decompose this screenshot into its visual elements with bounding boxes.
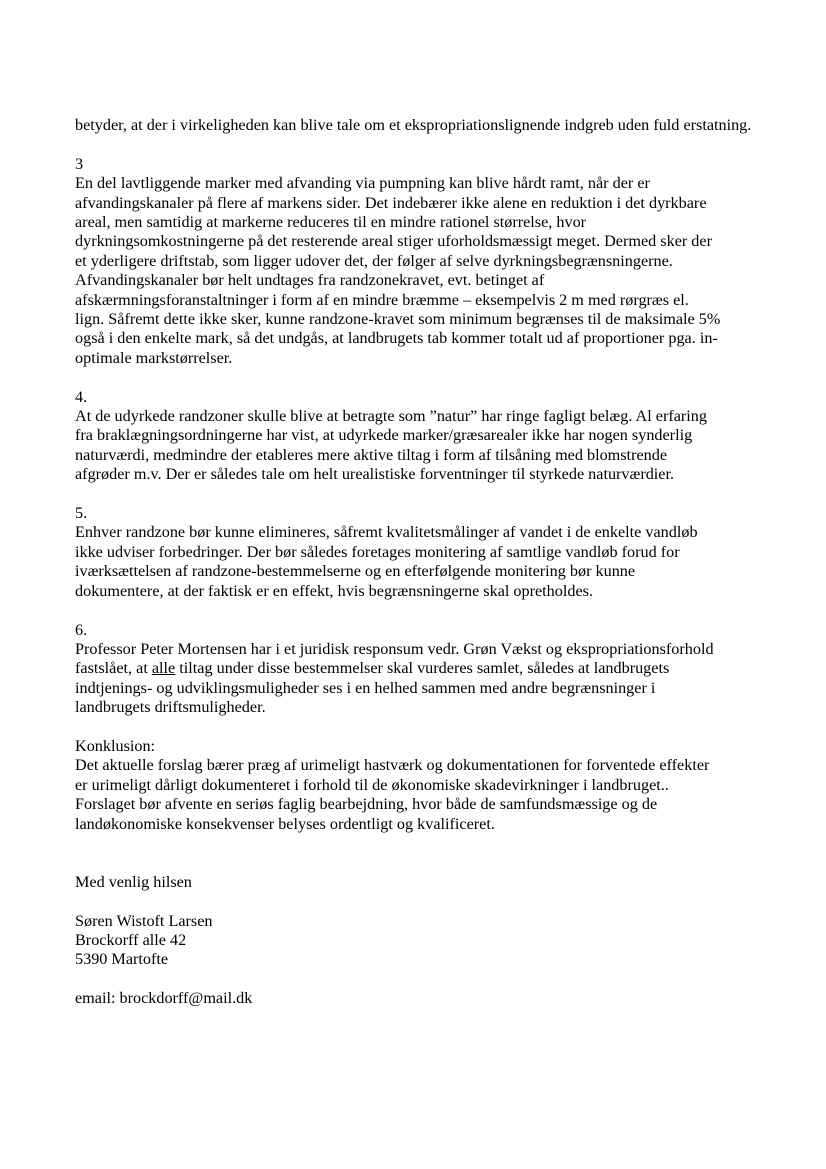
section-line: afvandingskanaler på flere af markens sider. Det indebærer ikke alene en reduktion i det dyrkbare <box>75 193 707 212</box>
spacer <box>75 892 775 911</box>
intro-paragraph: betyder, at der i virkeligheden kan blive tale om et ekspropriationslignende indgreb uden fuld erstatning. <box>75 116 752 134</box>
address-city: 5390 Martofte <box>75 950 169 969</box>
spacer <box>75 853 775 872</box>
closing-block <box>75 873 775 1009</box>
spacer <box>75 601 775 620</box>
spacer <box>75 368 775 387</box>
section-line: iværksættelsen af randzone-bestemmelserne og en efterfølgende monitering bør kunne <box>75 562 636 581</box>
closing-greeting: Med venlig hilsen <box>75 872 192 891</box>
section-line: ikke udviser forbedringer. Der bør således foretages monitering af samtlige vandløb forud for <box>75 542 680 561</box>
section-line: fra braklægningsordningerne har vist, at udyrkede marker/græsarealer ikke har nogen synderlig <box>75 426 693 445</box>
section-line: afskærmningsforanstaltninger i form af en mindre bræmme – eksempelvis 2 m med rørgræs el. <box>75 290 689 309</box>
letter-page <box>75 116 775 1009</box>
section-line: dokumentere, at der faktisk er en effekt, hvis begrænsningerne skal opretholdes. <box>75 581 593 600</box>
conclusion-line: er urimeligt dårligt dokumenteret i forhold til de økonomiske skadevirkninger i landbruget.. <box>75 775 669 794</box>
section-line: naturværdi, medmindre der etableres mere aktive tiltag i form af tilsåning med blomstrende <box>75 445 668 464</box>
section-number: 6. <box>75 620 88 639</box>
address-street: Brockorff alle 42 <box>75 930 187 949</box>
section-number: 3 <box>75 154 84 173</box>
section-line: lign. Såfremt dette ikke sker, kunne randzone-kravet som minimum begrænses til de maksimale 5% <box>75 310 721 329</box>
section-line: Professor Peter Mortensen har i et juridisk responsum vedr. Grøn Vækst og ekspropriationsforhold <box>75 639 714 658</box>
section-line: dyrkningsomkostningerne på det resterende areal stiger uforholdsmæssigt meget. Dermed sker der <box>75 232 712 251</box>
conclusion-line: Forslaget bør afvente en seriøs faglig bearbejdning, hvor både de samfundsmæssige og de <box>75 795 658 814</box>
line-text: fastslået, at <box>75 659 152 678</box>
section-4 <box>75 388 775 485</box>
section-line: optimale markstørrelser. <box>75 348 233 367</box>
conclusion-line: landøkonomiske konsekvenser belyses ordentligt og kvalificeret. <box>75 814 495 833</box>
spacer <box>75 834 775 853</box>
section-line: afgrøder m.v. Der er således tale om helt urealistiske forventninger til styrkede naturværdier. <box>75 465 675 484</box>
section-line: Enhver randzone bør kunne elimineres, såfremt kvalitetsmålinger af vandet i de enkelte vandløb <box>75 523 698 542</box>
spacer <box>75 970 775 989</box>
conclusion-heading: Konklusion: <box>75 736 156 755</box>
email-line: email: brockdorff@mail.dk <box>75 989 253 1008</box>
signature-name: Søren Wistoft Larsen <box>75 911 213 930</box>
section-line: også i den enkelte mark, så det undgås, at landbrugets tab kommer totalt ud af proportioner pga. in- <box>75 329 718 348</box>
line-text: tiltag under disse bestemmelser skal vurderes samlet, således at landbrugets <box>175 659 670 678</box>
spacer <box>75 485 775 504</box>
section-line: areal, men samtidig at markerne reduceres til en mindre rationel størrelse, hvor <box>75 213 587 232</box>
section-6 <box>75 621 775 718</box>
underlined-word: alle <box>151 659 176 678</box>
section-line: En del lavtliggende marker med afvanding via pumpning kan blive hårdt ramt, når der er <box>75 174 650 193</box>
section-line: et yderligere driftstab, som ligger udover det, der følger af selve dyrkningsbegrænsningerne. <box>75 251 673 270</box>
conclusion-section <box>75 737 775 834</box>
section-number: 4. <box>75 387 88 406</box>
conclusion-line: Det aktuelle forslag bærer præg af urimeligt hastværk og dokumentationen for forventede effekter <box>75 756 710 775</box>
section-line: Afvandingskanaler bør helt undtages fra randzonekravet, evt. betinget af <box>75 271 545 290</box>
section-3 <box>75 155 775 368</box>
section-line <box>75 659 775 678</box>
section-line: landbrugets driftsmuligheder. <box>75 698 266 717</box>
section-5 <box>75 504 775 601</box>
section-number: 5. <box>75 504 88 523</box>
spacer <box>75 718 775 737</box>
section-line: At de udyrkede randzoner skulle blive at betragte som ”natur” har ringe fagligt belæg. Al erfaring <box>75 407 707 426</box>
spacer <box>75 135 775 154</box>
section-line: indtjenings- og udviklingsmuligheder ses i en helhed sammen med andre begrænsninger i <box>75 678 656 697</box>
